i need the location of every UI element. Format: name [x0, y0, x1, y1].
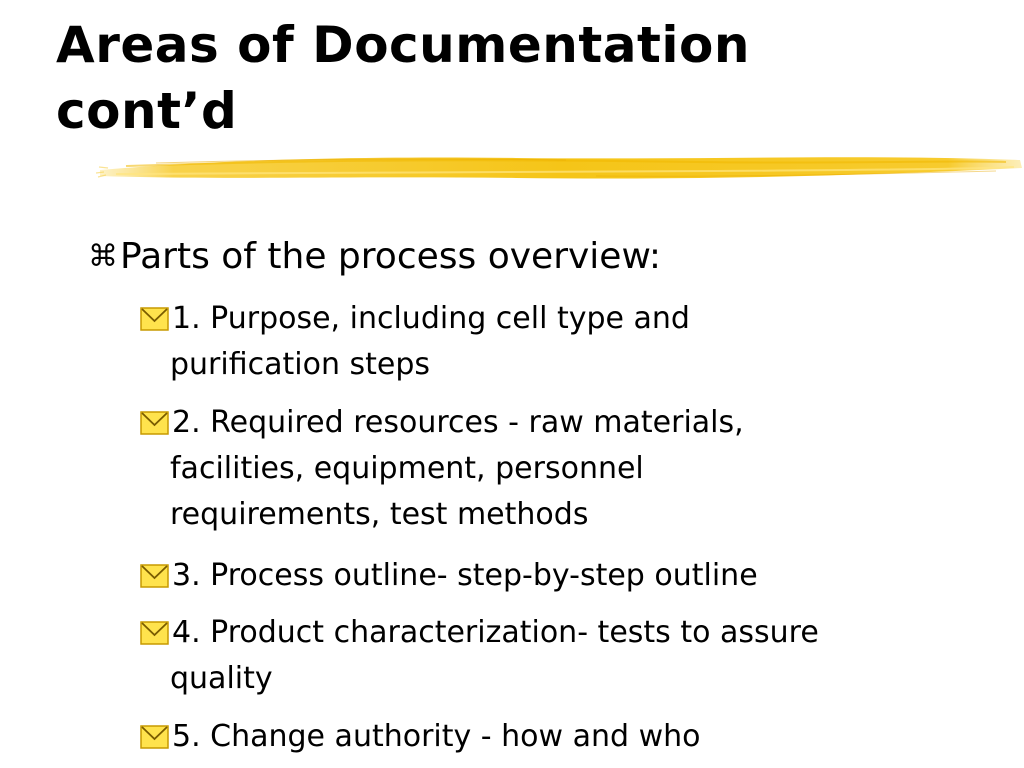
command-key-icon: ⌘ [88, 239, 118, 274]
bullet-text [172, 400, 744, 538]
bullet-level2 [140, 553, 1000, 599]
bullet-line: 1. Purpose, including cell type and [172, 301, 690, 336]
bullet-text [172, 610, 819, 702]
bullet-line: 2. Required resources - raw materials, [172, 405, 744, 440]
bullet-line: 4. Product characterization- tests to assure [172, 615, 819, 650]
bullet-line: quality [170, 661, 273, 696]
bullet-text [172, 553, 758, 599]
bullet-line: requirements, test methods [170, 497, 589, 532]
bullet-level1 [88, 232, 988, 282]
bullet-line: 3. Process outline- step-by-step outline [172, 558, 758, 593]
bullet-level2 [140, 400, 1000, 538]
bullet-level2 [140, 714, 1000, 760]
bullet-text [172, 714, 701, 760]
bullet-line: purification steps [170, 347, 431, 382]
bullet-text [172, 296, 690, 388]
title-line: Areas of Documentation [56, 16, 751, 74]
bullet-line: 5. Change authority - how and who [172, 719, 701, 754]
bullet-level2 [140, 610, 1000, 702]
bullet-level2 [140, 296, 1000, 388]
boxed-envelope-icon [140, 296, 172, 342]
title-line: cont’d [56, 82, 238, 140]
boxed-envelope-icon [140, 714, 172, 760]
boxed-envelope-icon [140, 400, 172, 446]
boxed-envelope-icon [140, 610, 172, 656]
boxed-envelope-icon [140, 553, 172, 599]
bullet-line: facilities, equipment, personnel [170, 451, 644, 486]
bullet-text: Parts of the process overview: [120, 236, 662, 277]
